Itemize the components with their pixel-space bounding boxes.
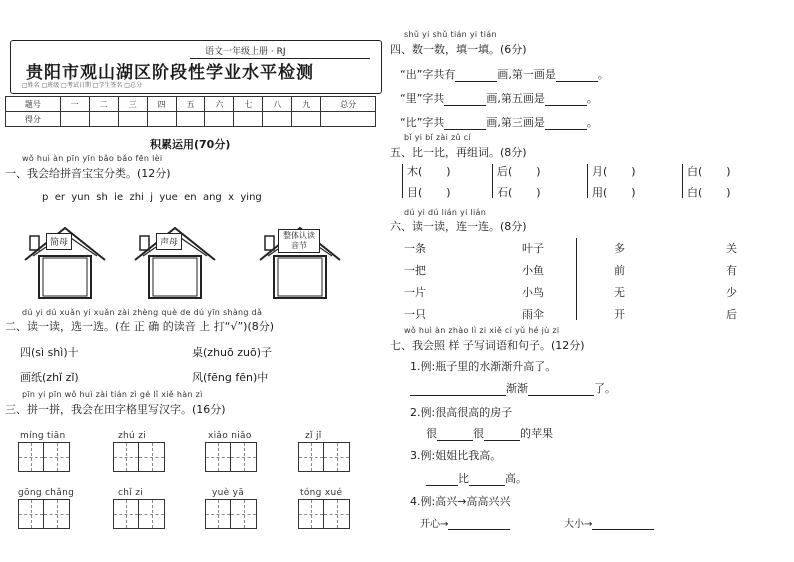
pair-brace xyxy=(587,164,588,198)
q6-col1[interactable]: 一条 xyxy=(404,242,426,255)
score-header: 二 xyxy=(89,97,118,112)
writing-grid[interactable] xyxy=(113,499,165,529)
q7-example-3: 3.例:姐姐比我高。 xyxy=(410,449,502,462)
q5-title: 五、比一比，再组词。(8分) xyxy=(390,146,527,159)
grid-cell[interactable] xyxy=(139,500,164,528)
q6-col1[interactable]: 一只 xyxy=(404,308,426,321)
q2-title: 二、读一读，选一选。(在 正 确 的读音 上 打“√”)(8分) xyxy=(5,320,275,333)
pair-brace xyxy=(682,164,683,198)
score-header: 四 xyxy=(147,97,176,112)
q6-col4[interactable]: 后 xyxy=(726,308,737,321)
q6-col3[interactable]: 无 xyxy=(614,286,625,299)
score-cell[interactable] xyxy=(234,112,263,127)
q6-col3[interactable]: 前 xyxy=(614,264,625,277)
q6-col3[interactable]: 开 xyxy=(614,308,625,321)
grid-cell[interactable] xyxy=(114,443,139,471)
score-header-row xyxy=(6,97,376,112)
q5-pair-1-bottom xyxy=(407,184,451,200)
q5-pinyin: bǐ yi bǐ zài zǔ cí xyxy=(404,133,471,142)
q5-paren: ) xyxy=(446,165,451,178)
answer-blank[interactable] xyxy=(484,440,520,441)
score-header: 总分 xyxy=(321,97,376,112)
grid-cell[interactable] xyxy=(114,500,139,528)
q5-char: 白( xyxy=(687,165,703,178)
q4-line-2-b: 画,第五画是 xyxy=(486,92,545,105)
q2-item-1[interactable]: 四(sì shì)十 xyxy=(20,346,79,359)
answer-blank[interactable] xyxy=(545,129,587,130)
q6-col3[interactable]: 多 xyxy=(614,242,625,255)
q7-ex4-a: 开心→ xyxy=(420,519,449,530)
answer-blank[interactable] xyxy=(545,105,587,106)
q6-pinyin: dú yi dú lián yi lián xyxy=(404,208,487,217)
q5-paren: ) xyxy=(726,186,731,199)
grid-cell[interactable] xyxy=(206,443,231,471)
q5-char: 用( xyxy=(592,186,608,199)
score-cell[interactable] xyxy=(263,112,292,127)
q4-line-3-c: 。 xyxy=(586,116,598,129)
score-cell[interactable] xyxy=(205,112,234,127)
q6-title: 六、读一读，连一连。(8分) xyxy=(390,220,527,233)
score-header: 六 xyxy=(205,97,234,112)
q5-char: 月( xyxy=(592,165,608,178)
grid-cell[interactable] xyxy=(299,500,324,528)
q6-col4[interactable]: 关 xyxy=(726,242,737,255)
score-cell[interactable] xyxy=(321,112,376,127)
q5-paren: ) xyxy=(631,186,636,199)
q3-word-5: gōng chǎng xyxy=(18,488,75,498)
grid-cell[interactable] xyxy=(44,500,69,528)
q1-letters: p er yun sh ie zhi j yue en ang x ying xyxy=(42,192,262,203)
q7-ex4-b: 大小→ xyxy=(564,519,593,530)
pair-brace xyxy=(492,164,493,198)
answer-blank[interactable] xyxy=(528,395,594,396)
grid-cell[interactable] xyxy=(19,443,44,471)
page-title: 贵阳市观山湖区阶段性学业水平检测 xyxy=(26,63,314,83)
pair-brace xyxy=(402,164,403,198)
q4-line-2-c: 。 xyxy=(586,92,598,105)
score-cell[interactable] xyxy=(292,112,321,127)
q6-divider xyxy=(576,238,577,320)
grid-cell[interactable] xyxy=(299,443,324,471)
q3-word-2: zhú zi xyxy=(118,431,147,441)
score-table xyxy=(5,96,376,127)
answer-blank[interactable] xyxy=(448,529,510,530)
q7-example-1: 1.例:瓶子里的水渐渐升高了。 xyxy=(410,360,557,373)
q3-title: 三、拼一拼，我会在田字格里写汉字。(16分) xyxy=(5,403,226,416)
q7-ex1-end: 了。 xyxy=(594,382,616,395)
writing-grid[interactable] xyxy=(113,442,165,472)
grid-cell[interactable] xyxy=(206,500,231,528)
q3-word-8: tóng xué xyxy=(300,488,343,498)
score-row-label: 得分 xyxy=(6,112,61,127)
score-cell[interactable] xyxy=(147,112,176,127)
q6-col2[interactable]: 小鸟 xyxy=(522,286,544,299)
q5-pair-1-top xyxy=(407,163,451,179)
q4-title: 四、数一数，填一填。(6分) xyxy=(390,43,527,56)
answer-blank[interactable] xyxy=(426,485,458,486)
writing-grid[interactable] xyxy=(18,499,70,529)
part-title: 积累运用(70分) xyxy=(150,138,231,151)
answer-blank[interactable] xyxy=(444,105,486,106)
q4-line-1-c: 。 xyxy=(597,68,609,81)
q2-pinyin: dú yi dú xuǎn yi xuǎn zài zhèng què de dú yīn shàng dǎ xyxy=(22,308,263,317)
answer-blank[interactable] xyxy=(455,81,497,82)
q6-col2[interactable]: 小鱼 xyxy=(522,264,544,277)
q5-pair-3-bottom xyxy=(592,184,636,200)
grid-cell[interactable] xyxy=(324,500,349,528)
grid-cell[interactable] xyxy=(19,500,44,528)
writing-grid[interactable] xyxy=(298,442,350,472)
q5-paren: ) xyxy=(631,165,636,178)
q7-answer-4b xyxy=(564,515,654,530)
info-line: □姓名 □班级 □考试日期 □学生签名 □总分 xyxy=(22,82,142,89)
q5-pair-4-bottom xyxy=(687,184,731,200)
q7-answer-4a xyxy=(420,515,510,530)
q7-answer-3 xyxy=(426,470,527,486)
grid-cell[interactable] xyxy=(231,443,256,471)
q2-item-4[interactable]: 风(fēng fēn)中 xyxy=(192,371,269,384)
q4-line-1-b: 画,第一画是 xyxy=(497,68,556,81)
score-header: 九 xyxy=(292,97,321,112)
writing-grid[interactable] xyxy=(205,499,257,529)
score-header: 题号 xyxy=(6,97,61,112)
q4-line-2-a: “里”字共 xyxy=(400,92,445,105)
q5-char: 后( xyxy=(497,165,513,178)
q7-example-2: 2.例:很高很高的房子 xyxy=(410,406,513,419)
q3-word-6: chǐ zi xyxy=(118,488,144,498)
q2-item-3[interactable]: 画纸(zhǐ zǐ) xyxy=(20,371,79,384)
q7-ex3-a: 比 xyxy=(458,472,469,485)
grid-cell[interactable] xyxy=(231,500,256,528)
house-diagram xyxy=(15,210,355,305)
score-header: 三 xyxy=(118,97,147,112)
grid-cell[interactable] xyxy=(324,443,349,471)
score-header: 五 xyxy=(176,97,205,112)
house-label-1: 简母 xyxy=(46,233,72,250)
q3-word-4: zǐ jǐ xyxy=(305,431,322,441)
q5-char: 木( xyxy=(407,165,423,178)
q5-char: 目( xyxy=(407,186,423,199)
q1-pinyin: wǒ huì àn pīn yīn bǎo bǎo fēn lèi xyxy=(22,154,163,163)
score-header: 一 xyxy=(60,97,89,112)
answer-blank[interactable] xyxy=(410,395,506,396)
house-label-2: 声母 xyxy=(156,233,182,250)
writing-grid[interactable] xyxy=(205,442,257,472)
q6-col2[interactable]: 叶子 xyxy=(522,242,544,255)
q5-paren: ) xyxy=(726,165,731,178)
q4-line-3-b: 画,第三画是 xyxy=(486,116,545,129)
q5-paren: ) xyxy=(536,186,541,199)
answer-blank[interactable] xyxy=(437,440,473,441)
q3-word-7: yuè yā xyxy=(212,488,245,498)
q6-col2[interactable]: 雨伞 xyxy=(522,308,544,321)
score-header: 七 xyxy=(234,97,263,112)
q5-paren: ) xyxy=(446,186,451,199)
q4-line-1 xyxy=(400,66,609,82)
q3-pinyin: pīn yi pīn wǒ huì zài tián zì gé lǐ xiě hàn zì xyxy=(22,390,203,399)
grid-cell[interactable] xyxy=(139,443,164,471)
q3-word-3: xiǎo niǎo xyxy=(208,431,252,441)
q3-word-1: míng tiān xyxy=(20,431,66,441)
q5-pair-2-bottom xyxy=(497,184,541,200)
score-header: 八 xyxy=(263,97,292,112)
q4-line-3 xyxy=(400,114,598,130)
q4-line-3-a: “比”字共 xyxy=(400,116,445,129)
q6-col4[interactable]: 少 xyxy=(726,286,737,299)
score-cell[interactable] xyxy=(89,112,118,127)
q7-title: 七、我会照 样 子写词语和句子。(12分) xyxy=(390,339,585,352)
score-cell[interactable] xyxy=(60,112,89,127)
house-label-3: 整体认读音节 xyxy=(278,229,320,253)
q7-pinyin: wǒ huì àn zhào lì zi xiě cí yǔ hé jù zi xyxy=(404,326,560,335)
q7-ex2-b: 很 xyxy=(473,427,484,440)
q5-pair-2-top xyxy=(497,163,541,179)
q4-line-1-a: “出”字共有 xyxy=(400,68,456,81)
answer-blank[interactable] xyxy=(556,81,598,82)
score-cell[interactable] xyxy=(118,112,147,127)
q7-ex2-c: 的苹果 xyxy=(520,427,553,440)
answer-blank[interactable] xyxy=(469,485,505,486)
q7-ex2-a: 很 xyxy=(426,427,437,440)
q7-ex1-mid: 渐渐 xyxy=(506,382,528,395)
subject-label: 语文一年级上册 · RJ xyxy=(205,47,286,57)
q7-example-4: 4.例:高兴→高高兴兴 xyxy=(410,495,511,508)
answer-blank[interactable] xyxy=(592,529,654,530)
q7-ex3-b: 高。 xyxy=(505,472,527,485)
q6-col4[interactable]: 有 xyxy=(726,264,737,277)
q6-col1[interactable]: 一片 xyxy=(404,286,426,299)
grid-cell[interactable] xyxy=(44,443,69,471)
score-cell[interactable] xyxy=(176,112,205,127)
q5-char: 石( xyxy=(497,186,513,199)
q5-pair-4-top xyxy=(687,163,731,179)
q5-char: 白( xyxy=(687,186,703,199)
answer-blank[interactable] xyxy=(444,129,486,130)
q4-pinyin: shǔ yi shǔ tián yi tián xyxy=(404,30,497,39)
writing-grid[interactable] xyxy=(18,442,70,472)
q5-paren: ) xyxy=(536,165,541,178)
writing-grid[interactable] xyxy=(298,499,350,529)
q7-answer-1 xyxy=(410,380,616,396)
q6-col1[interactable]: 一把 xyxy=(404,264,426,277)
q7-answer-2 xyxy=(426,425,553,441)
q5-pair-3-top xyxy=(592,163,636,179)
q4-line-2 xyxy=(400,90,598,106)
q2-item-2[interactable]: 桌(zhuō zuō)子 xyxy=(192,346,273,359)
score-row xyxy=(6,112,376,127)
q1-title: 一、我会给拼音宝宝分类。(12分) xyxy=(5,167,171,180)
